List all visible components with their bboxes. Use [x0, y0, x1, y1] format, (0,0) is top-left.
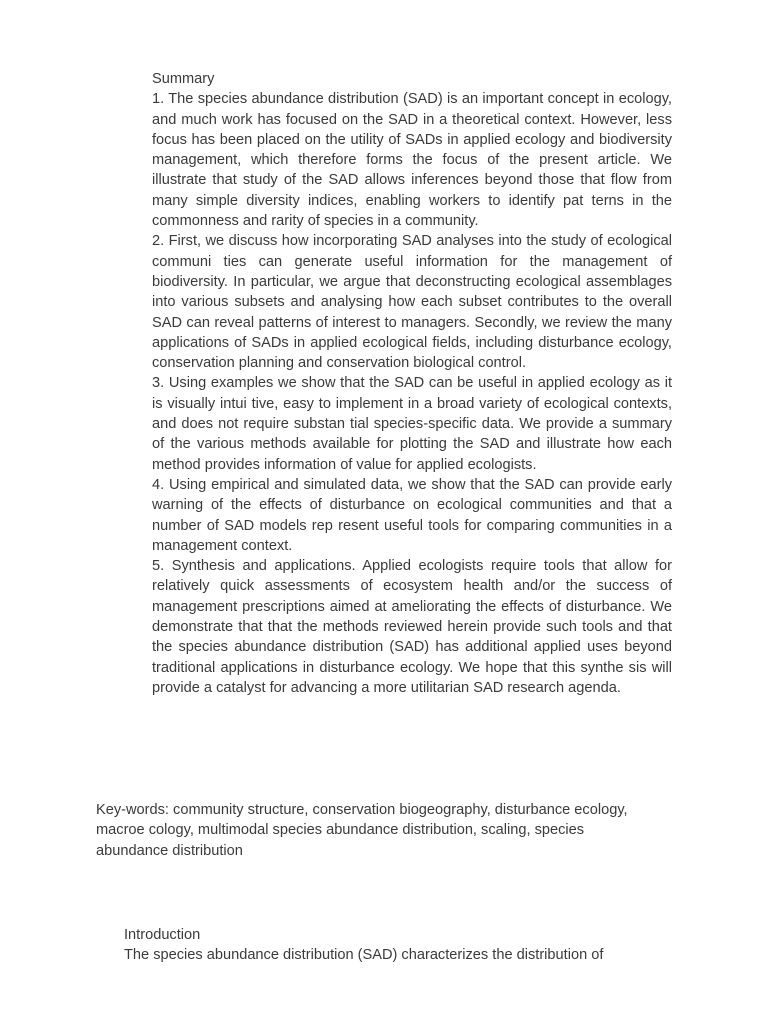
summary-paragraph-4: 4. Using empirical and simulated data, we show that the SAD can provide early warning of the effects of disturbance on ecological communities and that a number of SAD models rep resent useful tools for comparing communities in a management context. [152, 476, 672, 554]
summary-paragraph-3: 3. Using examples we show that the SAD can be useful in applied ecology as it is visually intui tive, easy to implement in a broad variety of ecological contexts, and does not require substan tial species-specific data. We provide a summary of the various methods available for plotting the SAD and illustrate how each method provides information of value for applied ecologists. [152, 375, 672, 473]
introduction-section [124, 925, 684, 966]
summary-paragraph-2: 2. First, we discuss how incorporating SAD analyses into the study of ecological communi ties can generate useful information for the management of biodiversity. In particular, we argue that deconstructing ecological assemblages into various subsets and analysing how each subset contributes to the overall SAD can reveal patterns of interest to managers. Secondly, we review the many applications of SADs in applied ecological fields, including disturbance ecology, conservation planning and conservation biological control. [152, 233, 672, 372]
keywords: Key-words: community structure, conservation biogeography, disturbance ecology, macroe cology, multimodal species abundance distribution, scaling, species abundance distribution [96, 802, 628, 859]
summary-paragraph-5: 5. Synthesis and applications. Applied ecologists require tools that allow for relatively quick assessments of ecosystem health and/or the success of management prescriptions aimed at ameliorating the effects of disturbance. We demonstrate that that the methods reviewed herein provide such tools and that the species abundance distribution (SAD) has additional applied uses beyond traditional applications in disturbance ecology. We hope that this synthe sis will provide a catalyst for advancing a more utilitarian SAD research agenda. [152, 558, 672, 696]
introduction-text: The species abundance distribution (SAD) characterizes the distribution of [124, 947, 604, 964]
introduction-heading: Introduction [124, 927, 201, 943]
summary-paragraph-1: 1. The species abundance distribution (SAD) is an important concept in ecology, and much work has focused on the SAD in a theoretical context. However, less focus has been placed on the utility of SADs in applied ecology and biodiversity management, which therefore forms the focus of the present article. We illustrate that study of the SAD allows inferences beyond those that flow from many simple diversity indices, enabling workers to identify pat terns in the commonness and rarity of species in a community. [152, 91, 672, 230]
summary-section [152, 69, 672, 698]
summary-heading: Summary [152, 71, 215, 87]
